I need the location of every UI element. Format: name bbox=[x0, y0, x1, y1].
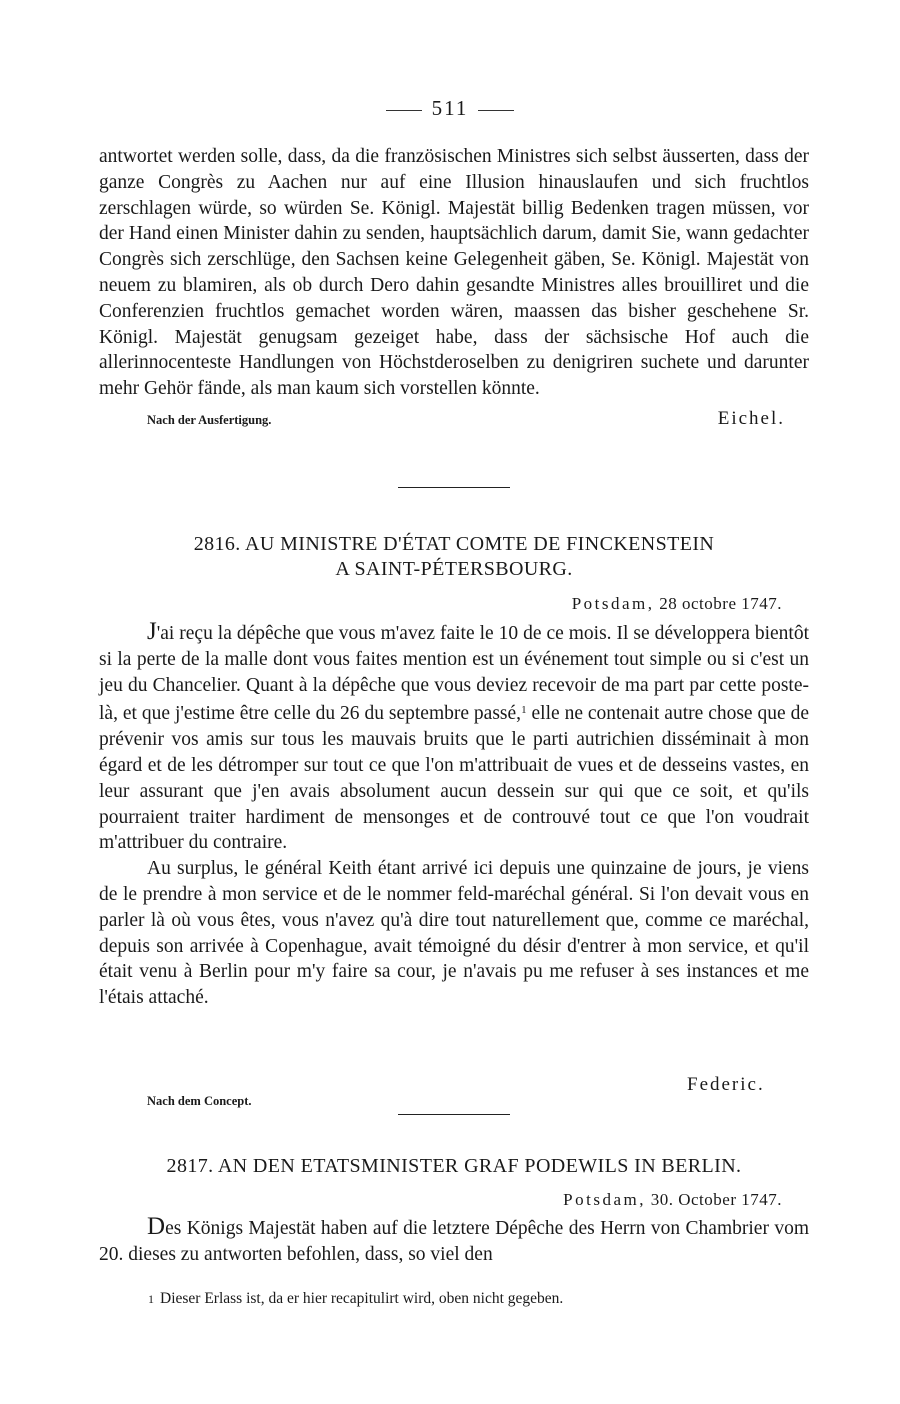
letter-2816-dropcap: J bbox=[147, 618, 157, 645]
carryover-footer bbox=[99, 408, 809, 430]
section-divider bbox=[398, 487, 510, 488]
footnote-marker: 1 bbox=[148, 1292, 154, 1306]
letter-2816-body bbox=[99, 619, 809, 1011]
footnote bbox=[148, 1290, 563, 1308]
carryover-source: Nach der Ausfertigung. bbox=[147, 412, 272, 427]
letter-2816-date-place: Potsdam, bbox=[571, 594, 655, 613]
letter-2816-heading-line1: 2816. AU MINISTRE D'ÉTAT COMTE DE FINCKENSTEIN bbox=[193, 533, 715, 555]
carryover-section bbox=[99, 144, 809, 430]
letter-2816-source: Nach dem Concept. bbox=[147, 1094, 252, 1108]
letter-2816-paragraph-1 bbox=[99, 619, 809, 856]
page-number: 511 bbox=[431, 96, 469, 120]
letter-2816-paragraph-1-text-b: elle ne contenait autre chose que de prévenir vos amis sur tous les mauvais bruits que le parti autrichien disséminait à mon égard et de les détromper sur tout ce que l'on m'attribuait de vues et de desseins vastes, en leur assurant que j'en avais absolument aucun dessein sur qui que ce soit, et qu'ils pourraient traiter hardiment de mensonges et de controuvé tout ce que l'on voudrait m'attribuer du contraire. bbox=[99, 703, 810, 854]
header-dash-left bbox=[386, 110, 422, 111]
letter-2817-dateline bbox=[563, 1190, 782, 1210]
letter-2816-dateline bbox=[572, 594, 782, 614]
carryover-signature: Eichel. bbox=[717, 407, 785, 429]
letter-2816-paragraph-1-text-a: 'ai reçu la dépêche que vous m'avez faite le 10 de ce mois. Il se développera bientôt si la perte de la malle dont vous faites mention est un événement tout simple ou si c'est un jeu du Chancelier. Quant à la dépêche que vous deviez recevoir de ma part par cette poste-là, et que j'estime être celle du 26 du septembre passé, bbox=[99, 623, 809, 725]
letter-2817-dropcap: D bbox=[147, 1213, 166, 1240]
letter-2816-signature: Federic. bbox=[687, 1074, 765, 1095]
letter-2816-heading-line2: A SAINT-PÉTERSBOURG. bbox=[335, 558, 573, 580]
page-number-header bbox=[0, 96, 900, 121]
section-divider-2 bbox=[398, 1114, 510, 1115]
header-dash-right bbox=[478, 110, 514, 111]
letter-2816-heading bbox=[99, 532, 809, 582]
letter-2817-date-place: Potsdam, bbox=[563, 1190, 646, 1209]
letter-2817-date: 30. October 1747. bbox=[650, 1190, 782, 1209]
letter-2817-paragraph-1 bbox=[99, 1214, 809, 1268]
footnote-text: Dieser Erlass ist, da er hier recapitulirt wird, oben nicht gegeben. bbox=[160, 1290, 564, 1307]
carryover-paragraph: antwortet werden solle, dass, da die französischen Ministres sich selbst äusserten, dass der ganze Congrès zu Aachen nur auf eine Illusion hinauslaufen und sich fruchtlos zerschlagen würde, so würden Se. Königl. Majestät billig Bedenken tragen müssen, vor der Hand einen Minister dahin zu senden, hauptsächlich darum, damit Sie, wann gedachter Congrès sich zerschlüge, den Sachsen keine Gelegenheit gäben, Se. Königl. Majestät von neuem zu blamiren, als ob durch Dero dahin gesandte Ministres alles brouilliret und die Conferenzien fruchtlos gemachet worden wären, maassen das bisher geschehene Sr. Königl. Majestät genugsam gezeiget habe, dass der sächsische Hof auch die allerinnocenteste Handlungen von Höchstderoselben zu denigriren suchete und darunter mehr Gehör fände, als man kaum sich vorstellen könnte. bbox=[99, 146, 809, 400]
letter-2817-body bbox=[99, 1214, 809, 1268]
letter-2816-date: 28 octobre 1747. bbox=[659, 594, 782, 613]
letter-2816-paragraph-2: Au surplus, le général Keith étant arrivé ici depuis une quinzaine de jours, je viens de le prendre à mon service et de le nommer feld-maréchal général. Si l'on devait vous en parler là où vous êtes, vous n'avez qu'à dire tout naturellement que, comme ce maréchal, depuis son arrivée à Copenhague, avait témoigné du désir d'entrer à mon service, et qu'il était venu à Berlin pour m'y faire sa cour, je n'avais pu me refuser à ses instances et me l'étais attaché. bbox=[99, 858, 809, 1009]
letter-2817-heading: 2817. AN DEN ETATSMINISTER GRAF PODEWILS IN BERLIN. bbox=[166, 1155, 742, 1177]
footnote-reference: 1 bbox=[521, 704, 527, 717]
letter-2817-paragraph-1-text: es Königs Majestät haben auf die letztere Dépêche des Herrn von Chambrier vom 20. dieses zu antworten befohlen, dass, so viel den bbox=[99, 1218, 809, 1265]
